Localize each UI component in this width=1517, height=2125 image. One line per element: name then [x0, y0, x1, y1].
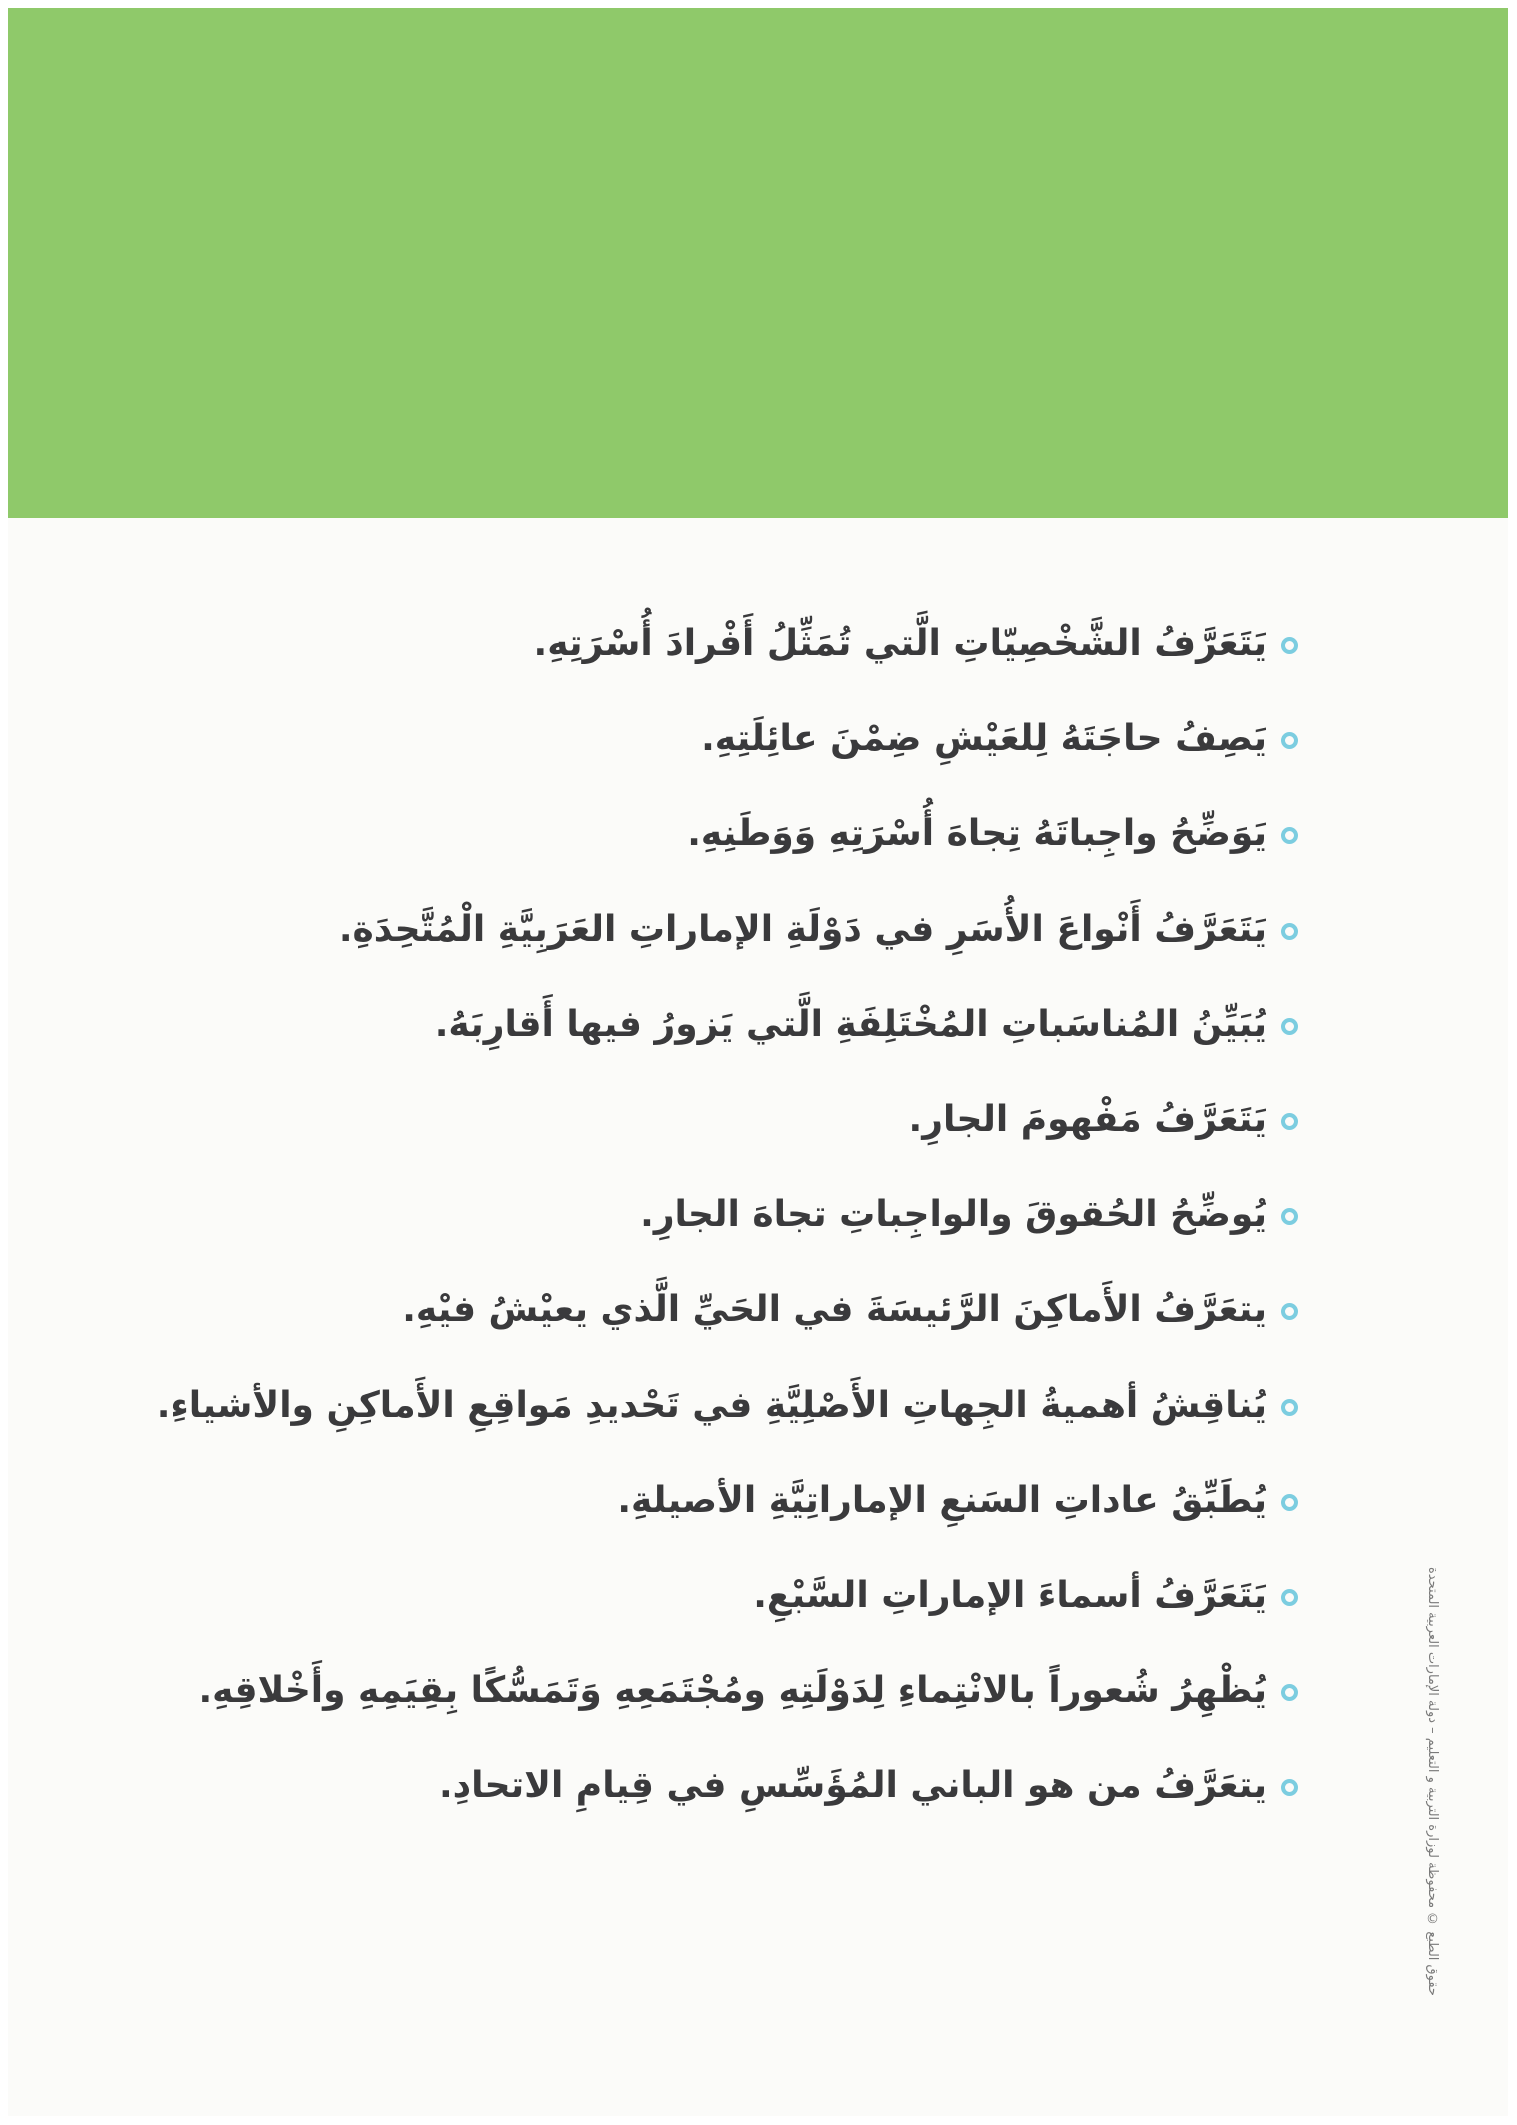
scanned-page	[8, 8, 1508, 2116]
outcome-text: يُظْهِرُ شُعوراً بالانْتِماءِ لِدَوْلَتِهِ ومُجْتَمَعِهِ وَتَمَسُّكًا بِقِيَمِهِ وأَخْلاقِهِ.	[198, 1670, 1267, 1712]
outcome-text: يَصِفُ حاجَتَهُ لِلعَيْشِ ضِمْنَ عائِلَتِهِ.	[701, 718, 1267, 760]
outcome-text: يُناقِشُ أهميةُ الجِهاتِ الأَصْلِيَّةِ في تَحْديدِ مَواقِعِ الأَماكِنِ والأشياءِ.	[156, 1384, 1267, 1426]
ring-bullet-icon	[1281, 637, 1298, 654]
ring-bullet-icon	[1281, 1589, 1298, 1606]
outcome-text: يتعَرَّفُ من هو الباني المُؤَسِّسِ في قِيامِ الاتحادِ.	[439, 1765, 1267, 1807]
ring-bullet-icon	[1281, 732, 1298, 749]
ring-bullet-icon	[1281, 923, 1298, 940]
outcome-text: يَتَعَرَّفُ أسماءَ الإماراتِ السَّبْعِ.	[753, 1574, 1267, 1616]
ring-bullet-icon	[1281, 1113, 1298, 1130]
outcome-text: يَتَعَرَّفُ مَفْهومَ الجارِ.	[908, 1098, 1267, 1140]
ring-bullet-icon	[1281, 1208, 1298, 1225]
ring-bullet-icon	[1281, 1303, 1298, 1320]
list-item	[68, 1643, 1298, 1738]
list-item	[68, 1358, 1298, 1453]
list-item	[68, 1167, 1298, 1262]
list-item	[68, 882, 1298, 977]
list-item	[68, 786, 1298, 881]
list-item	[68, 1072, 1298, 1167]
list-item	[68, 1738, 1298, 1833]
outcome-text: يُوضِّحُ الحُقوقَ والواجِباتِ تجاهَ الجارِ.	[640, 1194, 1267, 1236]
ring-bullet-icon	[1281, 1779, 1298, 1796]
outcome-text: يتعَرَّفُ الأَماكِنَ الرَّئيسَةَ في الحَيِّ الَّذي يعيْشُ فيْهِ.	[402, 1289, 1267, 1331]
ring-bullet-icon	[1281, 1018, 1298, 1035]
list-item	[68, 977, 1298, 1072]
list-item	[68, 691, 1298, 786]
outcome-text: يَتَعَرَّفُ أَنْواعَ الأُسَرِ في دَوْلَةِ الإماراتِ العَرَبِيَّةِ الْمُتَّحِدَةِ.	[338, 908, 1267, 950]
list-item	[68, 1453, 1298, 1548]
list-item	[68, 596, 1298, 691]
ring-bullet-icon	[1281, 1399, 1298, 1416]
ring-bullet-icon	[1281, 827, 1298, 844]
outcome-text: يَتَعَرَّفُ الشَّخْصِيّاتِ الَّتي تُمَثِّلُ أَفْرادَ أُسْرَتِهِ.	[533, 623, 1267, 664]
ring-bullet-icon	[1281, 1494, 1298, 1511]
outcome-text: يَوَضِّحُ واجِباتَهُ تِجاهَ أُسْرَتِهِ وَوَطَنِهِ.	[687, 813, 1267, 855]
learning-outcomes-list	[68, 596, 1298, 1833]
list-item	[68, 1262, 1298, 1357]
list-item	[68, 1548, 1298, 1643]
outcome-text: يُبَيِّنُ المُناسَباتِ المُخْتَلِفَةِ الَّتي يَزورُ فيها أَقارِبَهُ.	[434, 1003, 1267, 1045]
ring-bullet-icon	[1281, 1684, 1298, 1701]
outcome-text: يُطَبِّقُ عاداتِ السَنعِ الإماراتِيَّةِ الأصيلةِ.	[617, 1479, 1267, 1521]
green-header-band	[8, 8, 1508, 518]
copyright-notice: حقوق الطبع © محفوظة لوزارة التربية و التعليم – دولة الإمارات العربية المتحدة	[1425, 1567, 1440, 1996]
